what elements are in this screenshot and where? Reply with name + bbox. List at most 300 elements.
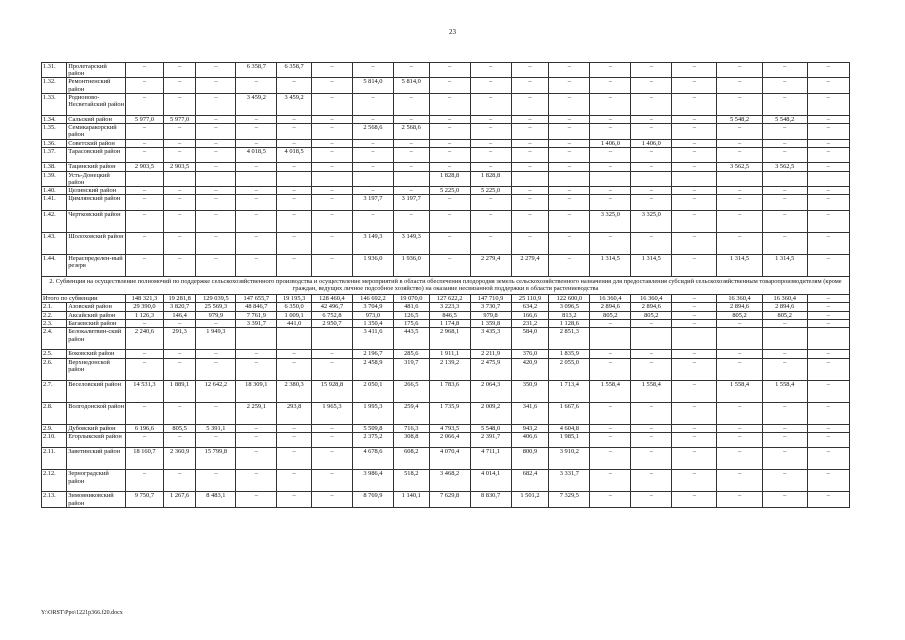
value-cell: –: [807, 93, 849, 115]
value-cell: –: [631, 432, 672, 447]
value-cell: [196, 171, 236, 186]
row-district-name: Цимлянский район: [67, 195, 126, 210]
value-cell: 518,2: [393, 470, 429, 492]
value-cell: 285,6: [393, 350, 429, 358]
value-cell: 3 730,7: [470, 303, 511, 311]
value-cell: –: [126, 358, 164, 380]
value-cell: 48 846,7: [236, 303, 277, 311]
value-cell: –: [311, 210, 352, 232]
row-number: 1.34.: [42, 115, 67, 123]
value-cell: 5 225,0: [429, 186, 470, 194]
value-cell: –: [311, 470, 352, 492]
table-row: [42, 186, 850, 194]
value-cell: –: [126, 139, 164, 147]
value-cell: –: [807, 402, 849, 424]
value-cell: –: [549, 139, 590, 147]
table-row: [42, 492, 850, 507]
row-district-name: Верхнедонской район: [67, 358, 126, 380]
value-cell: 2 240,6: [126, 328, 164, 350]
value-cell: –: [807, 350, 849, 358]
value-cell: –: [429, 78, 470, 93]
table-row: [42, 210, 850, 232]
value-cell: –: [163, 139, 196, 147]
row-number: 2.11.: [42, 448, 67, 470]
row-district-name: Родионово-Несветайский район: [67, 93, 126, 115]
value-cell: –: [631, 93, 672, 115]
value-cell: –: [717, 147, 762, 162]
value-cell: –: [590, 93, 631, 115]
value-cell: 634,2: [511, 303, 549, 311]
value-cell: –: [311, 424, 352, 432]
value-cell: 1 128,6: [549, 320, 590, 328]
value-cell: –: [277, 115, 312, 123]
value-cell: 4 014,1: [470, 470, 511, 492]
value-cell: –: [672, 254, 717, 276]
value-cell: –: [549, 147, 590, 162]
value-cell: 2 211,9: [470, 350, 511, 358]
value-cell: –: [196, 470, 236, 492]
value-cell: 3 562,5: [717, 163, 762, 171]
value-cell: –: [163, 124, 196, 139]
value-cell: 1 140,1: [393, 492, 429, 507]
value-cell: –: [807, 424, 849, 432]
value-cell: 3 223,3: [429, 303, 470, 311]
value-cell: 5 225,0: [470, 186, 511, 194]
value-cell: –: [196, 432, 236, 447]
table-row: [42, 311, 850, 319]
value-cell: –: [393, 147, 429, 162]
value-cell: –: [590, 163, 631, 171]
value-cell: –: [196, 124, 236, 139]
value-cell: [672, 328, 717, 350]
value-cell: 608,2: [393, 448, 429, 470]
value-cell: –: [163, 350, 196, 358]
row-district-name: Аксайский район: [67, 311, 126, 319]
value-cell: –: [126, 93, 164, 115]
value-cell: –: [277, 350, 312, 358]
value-cell: –: [126, 210, 164, 232]
row-district-name: Волгодонской район: [67, 402, 126, 424]
value-cell: 1 314,5: [762, 254, 807, 276]
value-cell: –: [672, 232, 717, 254]
row-district-name: Азовский район: [67, 303, 126, 311]
value-cell: 6 358,7: [277, 63, 312, 78]
value-cell: 2 380,3: [277, 380, 312, 402]
value-cell: –: [126, 320, 164, 328]
value-cell: 3 910,2: [549, 448, 590, 470]
table-row: [42, 115, 850, 123]
value-cell: –: [672, 63, 717, 78]
value-cell: –: [163, 78, 196, 93]
value-cell: –: [163, 470, 196, 492]
value-cell: –: [126, 350, 164, 358]
value-cell: –: [277, 432, 312, 447]
total-value-cell: 146 692,2: [352, 295, 393, 303]
value-cell: –: [672, 402, 717, 424]
value-cell: [631, 171, 672, 186]
table-row: [42, 303, 850, 311]
value-cell: 2 894,6: [762, 303, 807, 311]
value-cell: –: [277, 448, 312, 470]
table-row: [42, 424, 850, 432]
value-cell: –: [126, 254, 164, 276]
value-cell: –: [277, 358, 312, 380]
value-cell: 805,2: [762, 311, 807, 319]
value-cell: –: [807, 186, 849, 194]
value-cell: 2 894,6: [590, 303, 631, 311]
value-cell: –: [163, 432, 196, 447]
value-cell: 5 509,8: [352, 424, 393, 432]
total-value-cell: 16 360,4: [590, 295, 631, 303]
total-value-cell: 127 622,2: [429, 295, 470, 303]
value-cell: –: [762, 147, 807, 162]
total-value-cell: 25 110,9: [511, 295, 549, 303]
section-heading-row: [42, 276, 850, 295]
table-row: [42, 402, 850, 424]
value-cell: 5 814,0: [393, 78, 429, 93]
value-cell: 18 309,1: [236, 380, 277, 402]
value-cell: 584,0: [511, 328, 549, 350]
value-cell: –: [672, 470, 717, 492]
value-cell: [807, 328, 849, 350]
value-cell: 231,2: [511, 320, 549, 328]
value-cell: –: [163, 402, 196, 424]
value-cell: –: [163, 254, 196, 276]
row-number: 1.39.: [42, 171, 67, 186]
value-cell: 1 558,4: [631, 380, 672, 402]
value-cell: –: [311, 448, 352, 470]
value-cell: –: [393, 93, 429, 115]
value-cell: –: [126, 186, 164, 194]
value-cell: –: [762, 139, 807, 147]
value-cell: –: [590, 195, 631, 210]
value-cell: 6 350,0: [277, 303, 312, 311]
value-cell: 14 531,3: [126, 380, 164, 402]
total-value-cell: 147 710,9: [470, 295, 511, 303]
value-cell: 1 406,0: [631, 139, 672, 147]
value-cell: [277, 171, 312, 186]
value-cell: –: [672, 380, 717, 402]
total-value-cell: –: [672, 295, 717, 303]
value-cell: 376,0: [511, 350, 549, 358]
value-cell: –: [549, 115, 590, 123]
row-number: 1.42.: [42, 210, 67, 232]
value-cell: –: [311, 93, 352, 115]
value-cell: 5 548,2: [717, 115, 762, 123]
value-cell: 2 568,6: [352, 124, 393, 139]
row-number: 2.2.: [42, 311, 67, 319]
value-cell: –: [196, 320, 236, 328]
value-cell: –: [631, 350, 672, 358]
value-cell: [163, 171, 196, 186]
value-cell: –: [470, 232, 511, 254]
row-number: 2.13.: [42, 492, 67, 507]
value-cell: 12 642,2: [196, 380, 236, 402]
value-cell: 4 070,4: [429, 448, 470, 470]
value-cell: 1 126,3: [126, 311, 164, 319]
value-cell: [236, 328, 277, 350]
row-district-name: Тарасовский район: [67, 147, 126, 162]
row-district-name: Зимовниковский район: [67, 492, 126, 507]
subvention-table: [41, 62, 850, 508]
value-cell: –: [196, 254, 236, 276]
row-number: 2.8.: [42, 402, 67, 424]
value-cell: –: [163, 210, 196, 232]
value-cell: 2 066,4: [429, 432, 470, 447]
value-cell: 4 604,8: [549, 424, 590, 432]
value-cell: –: [672, 358, 717, 380]
table-row: [42, 139, 850, 147]
value-cell: 2 279,4: [470, 254, 511, 276]
value-cell: 3 820,7: [163, 303, 196, 311]
value-cell: [311, 328, 352, 350]
value-cell: 259,4: [393, 402, 429, 424]
value-cell: 2 375,2: [352, 432, 393, 447]
row-district-name: Шолоховский район: [67, 232, 126, 254]
value-cell: –: [807, 232, 849, 254]
value-cell: –: [511, 147, 549, 162]
value-cell: –: [631, 78, 672, 93]
value-cell: –: [470, 163, 511, 171]
value-cell: 18 160,7: [126, 448, 164, 470]
value-cell: 1 501,2: [511, 492, 549, 507]
row-number: 1.36.: [42, 139, 67, 147]
value-cell: –: [311, 115, 352, 123]
value-cell: –: [163, 147, 196, 162]
row-district-name: Пролетарский район: [67, 63, 126, 78]
value-cell: –: [762, 186, 807, 194]
value-cell: –: [429, 210, 470, 232]
value-cell: 3 325,0: [631, 210, 672, 232]
value-cell: 4 018,5: [277, 147, 312, 162]
value-cell: –: [470, 147, 511, 162]
value-cell: 1 835,9: [549, 350, 590, 358]
value-cell: 2 903,5: [163, 163, 196, 171]
table-row: [42, 124, 850, 139]
value-cell: 682,4: [511, 470, 549, 492]
value-cell: 2 458,9: [352, 358, 393, 380]
value-cell: 3 391,7: [236, 320, 277, 328]
value-cell: –: [590, 358, 631, 380]
value-cell: –: [236, 186, 277, 194]
value-cell: –: [762, 350, 807, 358]
value-cell: –: [762, 232, 807, 254]
value-cell: 291,3: [163, 328, 196, 350]
value-cell: 406,6: [511, 432, 549, 447]
table-row: [42, 432, 850, 447]
value-cell: [126, 171, 164, 186]
value-cell: –: [236, 232, 277, 254]
value-cell: –: [236, 424, 277, 432]
value-cell: –: [672, 115, 717, 123]
value-cell: –: [311, 350, 352, 358]
value-cell: 3 411,6: [352, 328, 393, 350]
value-cell: –: [807, 320, 849, 328]
value-cell: –: [511, 163, 549, 171]
value-cell: –: [672, 93, 717, 115]
value-cell: 2 968,1: [429, 328, 470, 350]
value-cell: 979,9: [196, 311, 236, 319]
row-number: 1.43.: [42, 232, 67, 254]
value-cell: –: [311, 432, 352, 447]
value-cell: –: [549, 93, 590, 115]
value-cell: –: [807, 448, 849, 470]
value-cell: 350,9: [511, 380, 549, 402]
table-row: [42, 328, 850, 350]
value-cell: –: [429, 124, 470, 139]
row-district-name: Заветинский район: [67, 448, 126, 470]
value-cell: –: [717, 195, 762, 210]
row-number: 2.5.: [42, 350, 67, 358]
value-cell: –: [429, 232, 470, 254]
value-cell: –: [590, 432, 631, 447]
value-cell: 3 986,4: [352, 470, 393, 492]
total-value-cell: 16 360,4: [631, 295, 672, 303]
value-cell: –: [762, 402, 807, 424]
value-cell: 166,6: [511, 311, 549, 319]
table-row: [42, 254, 850, 276]
value-cell: 4 018,5: [236, 147, 277, 162]
value-cell: –: [236, 470, 277, 492]
value-cell: –: [163, 320, 196, 328]
value-cell: –: [429, 115, 470, 123]
row-district-name: Целинский район: [67, 186, 126, 194]
value-cell: 441,0: [277, 320, 312, 328]
value-cell: –: [807, 78, 849, 93]
value-cell: 2 894,6: [717, 303, 762, 311]
value-cell: –: [277, 254, 312, 276]
value-cell: –: [511, 78, 549, 93]
value-cell: 3 197,7: [352, 195, 393, 210]
value-cell: –: [196, 195, 236, 210]
value-cell: 1 009,1: [277, 311, 312, 319]
value-cell: –: [311, 147, 352, 162]
value-cell: –: [196, 232, 236, 254]
table-row: [42, 147, 850, 162]
total-value-cell: 16 360,4: [762, 295, 807, 303]
value-cell: –: [236, 124, 277, 139]
value-cell: –: [511, 232, 549, 254]
value-cell: 266,5: [393, 380, 429, 402]
value-cell: –: [126, 124, 164, 139]
value-cell: 2 894,6: [631, 303, 672, 311]
value-cell: 3 435,3: [470, 328, 511, 350]
value-cell: –: [470, 93, 511, 115]
value-cell: –: [807, 124, 849, 139]
value-cell: –: [807, 303, 849, 311]
value-cell: –: [429, 163, 470, 171]
row-number: 1.38.: [42, 163, 67, 171]
value-cell: –: [352, 93, 393, 115]
value-cell: –: [762, 448, 807, 470]
value-cell: –: [631, 402, 672, 424]
value-cell: –: [511, 210, 549, 232]
value-cell: 2 279,4: [511, 254, 549, 276]
value-cell: –: [236, 139, 277, 147]
value-cell: –: [717, 350, 762, 358]
row-number: 1.32.: [42, 78, 67, 93]
row-district-name: Дубовский район: [67, 424, 126, 432]
value-cell: –: [311, 358, 352, 380]
value-cell: –: [511, 124, 549, 139]
value-cell: –: [126, 232, 164, 254]
row-district-name: Егорлыкский район: [67, 432, 126, 447]
value-cell: –: [470, 115, 511, 123]
value-cell: –: [717, 432, 762, 447]
table-row: [42, 448, 850, 470]
value-cell: 1 406,0: [590, 139, 631, 147]
value-cell: –: [672, 124, 717, 139]
value-cell: 1 735,9: [429, 402, 470, 424]
value-cell: –: [549, 210, 590, 232]
value-cell: 2 851,3: [549, 328, 590, 350]
value-cell: –: [672, 424, 717, 432]
value-cell: –: [277, 232, 312, 254]
value-cell: –: [429, 63, 470, 78]
value-cell: –: [236, 78, 277, 93]
value-cell: –: [236, 358, 277, 380]
value-cell: [717, 171, 762, 186]
value-cell: –: [807, 115, 849, 123]
total-value-cell: 19 281,8: [163, 295, 196, 303]
value-cell: –: [631, 358, 672, 380]
value-cell: –: [236, 210, 277, 232]
value-cell: –: [717, 448, 762, 470]
value-cell: –: [672, 432, 717, 447]
value-cell: 1 713,4: [549, 380, 590, 402]
value-cell: –: [717, 424, 762, 432]
value-cell: 6 752,8: [311, 311, 352, 319]
value-cell: –: [126, 402, 164, 424]
value-cell: –: [311, 78, 352, 93]
value-cell: –: [717, 139, 762, 147]
value-cell: –: [549, 186, 590, 194]
value-cell: 1 949,3: [196, 328, 236, 350]
value-cell: –: [717, 63, 762, 78]
value-cell: –: [631, 195, 672, 210]
value-cell: [549, 171, 590, 186]
value-cell: –: [631, 63, 672, 78]
value-cell: [807, 171, 849, 186]
value-cell: 973,0: [352, 311, 393, 319]
value-cell: 319,7: [393, 358, 429, 380]
value-cell: –: [590, 78, 631, 93]
value-cell: –: [470, 124, 511, 139]
value-cell: –: [762, 492, 807, 507]
value-cell: 6 196,6: [126, 424, 164, 432]
value-cell: 15 928,8: [311, 380, 352, 402]
value-cell: –: [470, 210, 511, 232]
value-cell: 5 977,0: [163, 115, 196, 123]
value-cell: –: [196, 139, 236, 147]
total-value-cell: 128 460,4: [311, 295, 352, 303]
value-cell: –: [311, 63, 352, 78]
value-cell: 420,9: [511, 358, 549, 380]
value-cell: –: [277, 492, 312, 507]
value-cell: –: [672, 448, 717, 470]
value-cell: 1 314,5: [717, 254, 762, 276]
value-cell: –: [672, 320, 717, 328]
row-district-name: Сальский район: [67, 115, 126, 123]
value-cell: –: [762, 93, 807, 115]
total-value-cell: 147 655,7: [236, 295, 277, 303]
value-cell: –: [590, 124, 631, 139]
value-cell: –: [163, 63, 196, 78]
value-cell: 15 799,8: [196, 448, 236, 470]
value-cell: 5 391,1: [196, 424, 236, 432]
value-cell: –: [807, 254, 849, 276]
value-cell: 1 936,0: [352, 254, 393, 276]
